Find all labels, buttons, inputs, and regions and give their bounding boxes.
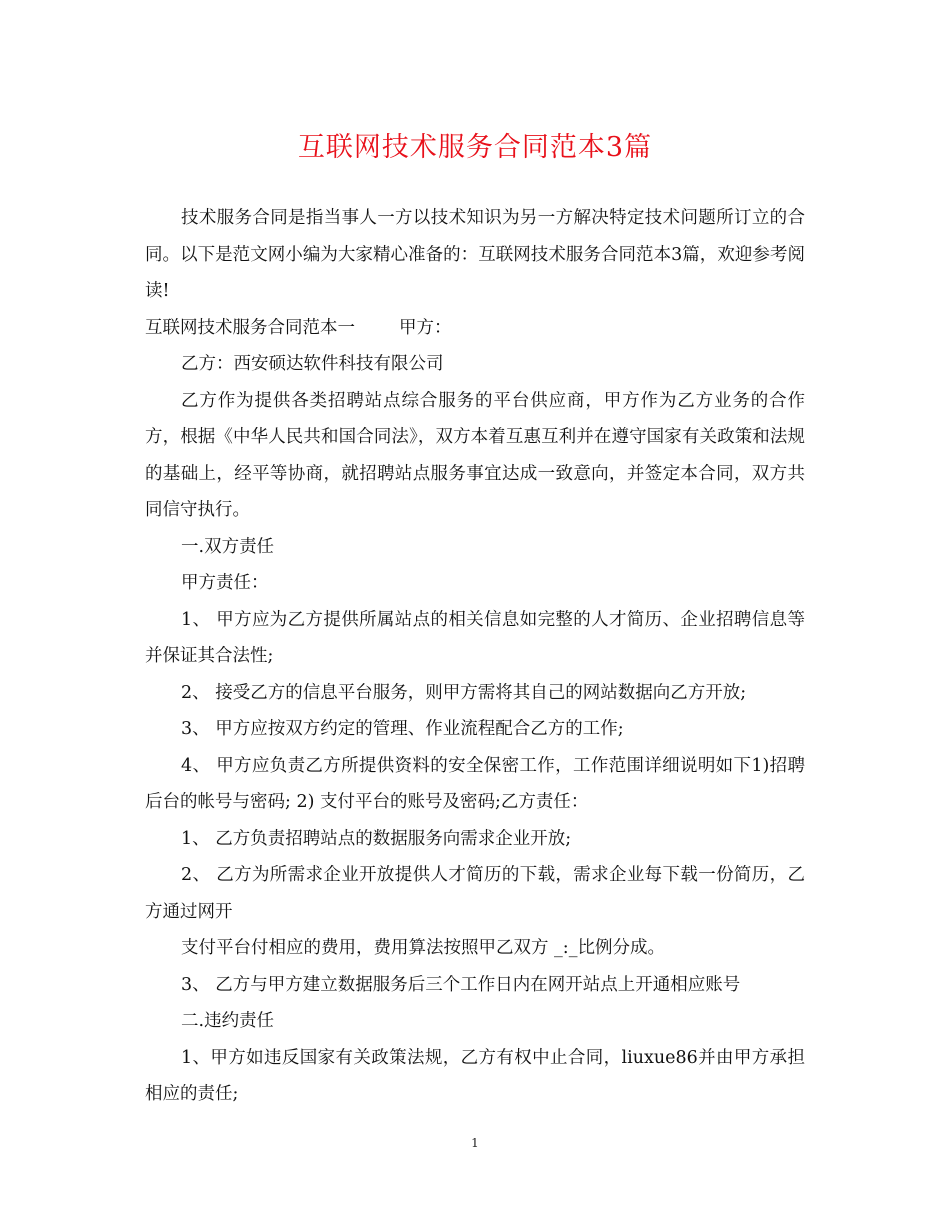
paragraph-a-item-2: 2、 接受乙方的信息平台服务，则甲方需将其自己的网站数据向乙方开放; bbox=[181, 682, 747, 703]
document-title: 互联网技术服务合同范本3篇 bbox=[297, 132, 653, 163]
section-heading-responsibilities: 一.双方责任 bbox=[181, 536, 275, 557]
section-heading-breach: 二.违约责任 bbox=[181, 1011, 275, 1031]
paragraph-a-item-4: 4、 甲方应负责乙方所提供资料的安全保密工作，工作范围详细说明如下1)招聘后台的帐号与密码; 2) 支付平台的账号及密码;乙方责任： bbox=[145, 755, 805, 812]
paragraph-breach-item-1: 1、甲方如违反国家有关政策法规，乙方有权中止合同，liuxue86并由甲方承担相应的责任; bbox=[145, 1047, 805, 1104]
paragraph-intro: 技术服务合同是指当事人一方以技术知识为另一方解决特定技术问题所订立的合同。以下是范文网小编为大家精心准备的：互联网技术服务合同范本3篇，欢迎参考阅读! bbox=[145, 208, 805, 301]
paragraph-b-item-3: 3、 乙方与甲方建立数据服务后三个工作日内在网开站点上开通相应账号 bbox=[181, 974, 741, 995]
party-a-label: 甲方： bbox=[399, 317, 452, 338]
paragraph-party-b: 乙方：西安硕达软件科技有限公司 bbox=[181, 354, 444, 374]
contract-one-label: 互联网技术服务合同范本一 bbox=[145, 317, 355, 338]
page-number: 1 bbox=[471, 1136, 479, 1150]
paragraph-b-item-2-continued: 支付平台付相应的费用，费用算法按照甲乙双方 _:_比例分成。 bbox=[181, 938, 665, 958]
subheading-party-a-responsibilities: 甲方责任： bbox=[181, 573, 269, 593]
paragraph-a-item-3: 3、 甲方应按双方约定的管理、作业流程配合乙方的工作; bbox=[181, 719, 624, 739]
paragraph-contract-heading bbox=[145, 310, 805, 347]
document-body bbox=[145, 200, 805, 1113]
paragraph-b-item-1: 1、 乙方负责招聘站点的数据服务向需求企业开放; bbox=[181, 828, 572, 849]
paragraph-b-item-2: 2、 乙方为所需求企业开放提供人才简历的下载，需求企业每下载一份简历，乙方通过网开 bbox=[145, 865, 805, 922]
paragraph-preamble: 乙方作为提供各类招聘站点综合服务的平台供应商，甲方作为乙方业务的合作方，根据《中华人民共和国合同法》，双方本着互惠互利并在遵守国家有关政策和法规的基础上，经平等协商，就招聘站点服务事宜达成一致意向，并签定本合同，双方共同信守执行。 bbox=[145, 390, 805, 520]
paragraph-a-item-1: 1、 甲方应为乙方提供所属站点的相关信息如完整的人才简历、企业招聘信息等并保证其合法性; bbox=[145, 609, 805, 666]
